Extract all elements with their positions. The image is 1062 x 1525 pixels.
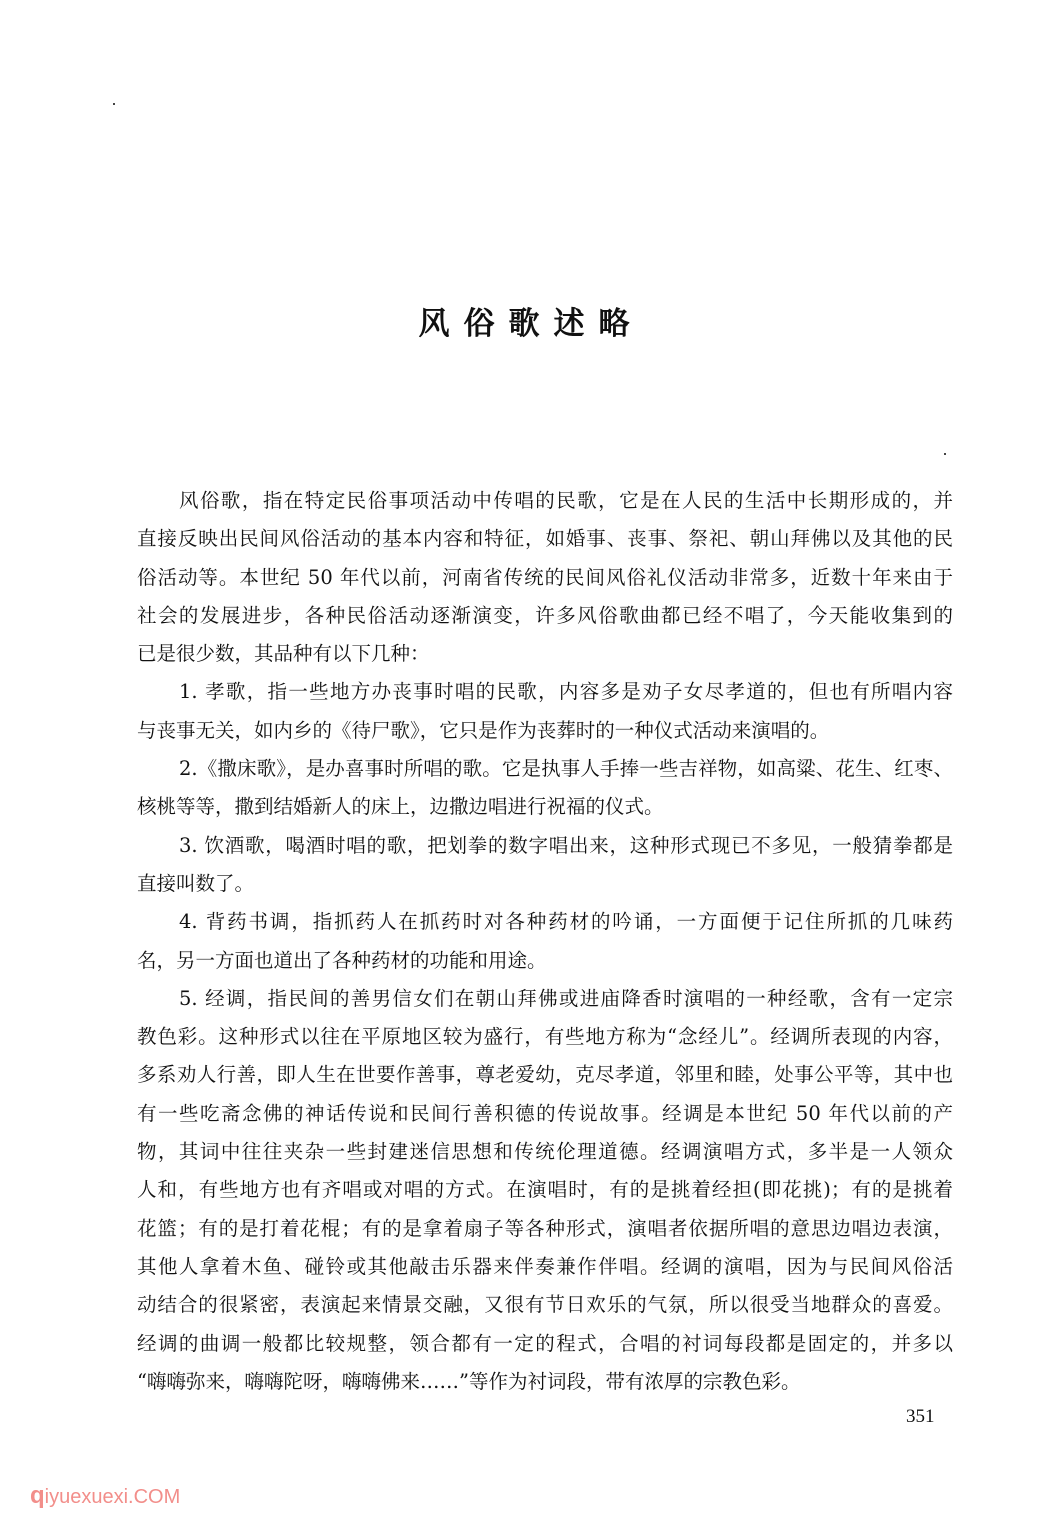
text-line: 与丧事无关，如内乡的《待尸歌》，它只是作为丧葬时的一种仪式活动来演唱的。 <box>137 718 830 742</box>
paragraph <box>137 907 953 984</box>
text-line: 俗活动等。本世纪 50 年代以前，河南省传统的民间风俗礼仪活动非常多，近数十年来由于 <box>137 565 953 589</box>
text-line: 核桃等等，撒到结婚新人的床上，边撒边唱进行祝福的仪式。 <box>137 795 664 819</box>
scan-speck <box>944 453 946 455</box>
paragraph <box>137 754 953 831</box>
text-line: “嗨嗨弥来，嗨嗨陀呀，嗨嗨佛来……”等作为衬词段，带有浓厚的宗教色彩。 <box>137 1369 801 1393</box>
page-title: 风俗歌述略 <box>418 306 644 342</box>
text-line: 物，其词中往往夹杂一些封建迷信思想和传统伦理道德。经调演唱方式，多半是一人领众 <box>137 1140 953 1164</box>
text-line: 1. 孝歌，指一些地方办丧事时唱的民歌，内容多是劝子女尽孝道的，但也有所唱内容 <box>179 680 953 704</box>
page-number: 351 <box>906 1406 935 1427</box>
text-line: 有一些吃斋念佛的神话传说和民间行善积德的传说故事。经调是本世纪 50 年代以前的产 <box>137 1101 953 1125</box>
text-line: 名，另一方面也道出了各种药材的功能和用途。 <box>137 948 547 972</box>
paragraph <box>137 831 953 908</box>
paragraph <box>137 984 953 1405</box>
paragraph <box>137 486 953 677</box>
text-line: 教色彩。这种形式以往在平原地区较为盛行，有些地方称为“念经儿”。经调所表现的内容， <box>137 1025 953 1049</box>
watermark-text: iyuexuexi.COM <box>44 1486 181 1508</box>
text-line: 5. 经调，指民间的善男信女们在朝山拜佛或进庙降香时演唱的一种经歌，含有一定宗 <box>179 986 953 1010</box>
text-line: 2.《撒床歌》，是办喜事时所唱的歌。它是执事人手捧一些吉祥物，如高粱、花生、红枣、 <box>179 757 953 781</box>
text-line: 花篮；有的是打着花棍；有的是拿着扇子等各种形式，演唱者依据所唱的意思边唱边表演， <box>137 1216 953 1240</box>
text-line: 社会的发展进步，各种民俗活动逐渐演变，许多风俗歌曲都已经不唱了，今天能收集到的 <box>137 603 953 627</box>
text-line: 人和，有些地方也有齐唱或对唱的方式。在演唱时，有的是挑着经担(即花挑)；有的是挑着 <box>137 1178 953 1202</box>
text-line: 已是很少数，其品种有以下几种： <box>137 642 430 666</box>
text-line: 直接叫数了。 <box>137 871 255 895</box>
text-line: 风俗歌，指在特定民俗事项活动中传唱的民歌，它是在人民的生活中长期形成的，并 <box>179 489 953 512</box>
text-line: 直接反映出民间风俗活动的基本内容和特征，如婚事、丧事、祭祀、朝山拜佛以及其他的民 <box>137 527 953 551</box>
text-line: 经调的曲调一般都比较规整，领合都有一定的程式，合唱的衬词每段都是固定的，并多以 <box>137 1331 953 1355</box>
text-line: 多系劝人行善，即人生在世要作善事，尊老爱幼，克尽孝道，邻里和睦，处事公平等，其中也 <box>137 1063 953 1087</box>
text-line: 3. 饮酒歌，喝酒时唱的歌，把划拳的数字唱出来，这种形式现已不多见，一般猜拳都是 <box>179 833 953 857</box>
watermark <box>30 1482 180 1510</box>
paragraph <box>137 677 953 754</box>
text-line: 动结合的很紧密，表演起来情景交融，又很有节日欢乐的气氛，所以很受当地群众的喜爱。 <box>137 1293 953 1317</box>
text-line: 其他人拿着木鱼、碰铃或其他敲击乐器来伴奏兼作伴唱。经调的演唱，因为与民间风俗活 <box>137 1254 953 1278</box>
watermark-initial: q <box>30 1482 45 1509</box>
scan-speck <box>113 103 115 105</box>
article-body <box>137 486 953 1405</box>
text-line: 4. 背药书调，指抓药人在抓药时对各种药材的吟诵，一方面便于记住所抓的几味药 <box>179 910 953 934</box>
